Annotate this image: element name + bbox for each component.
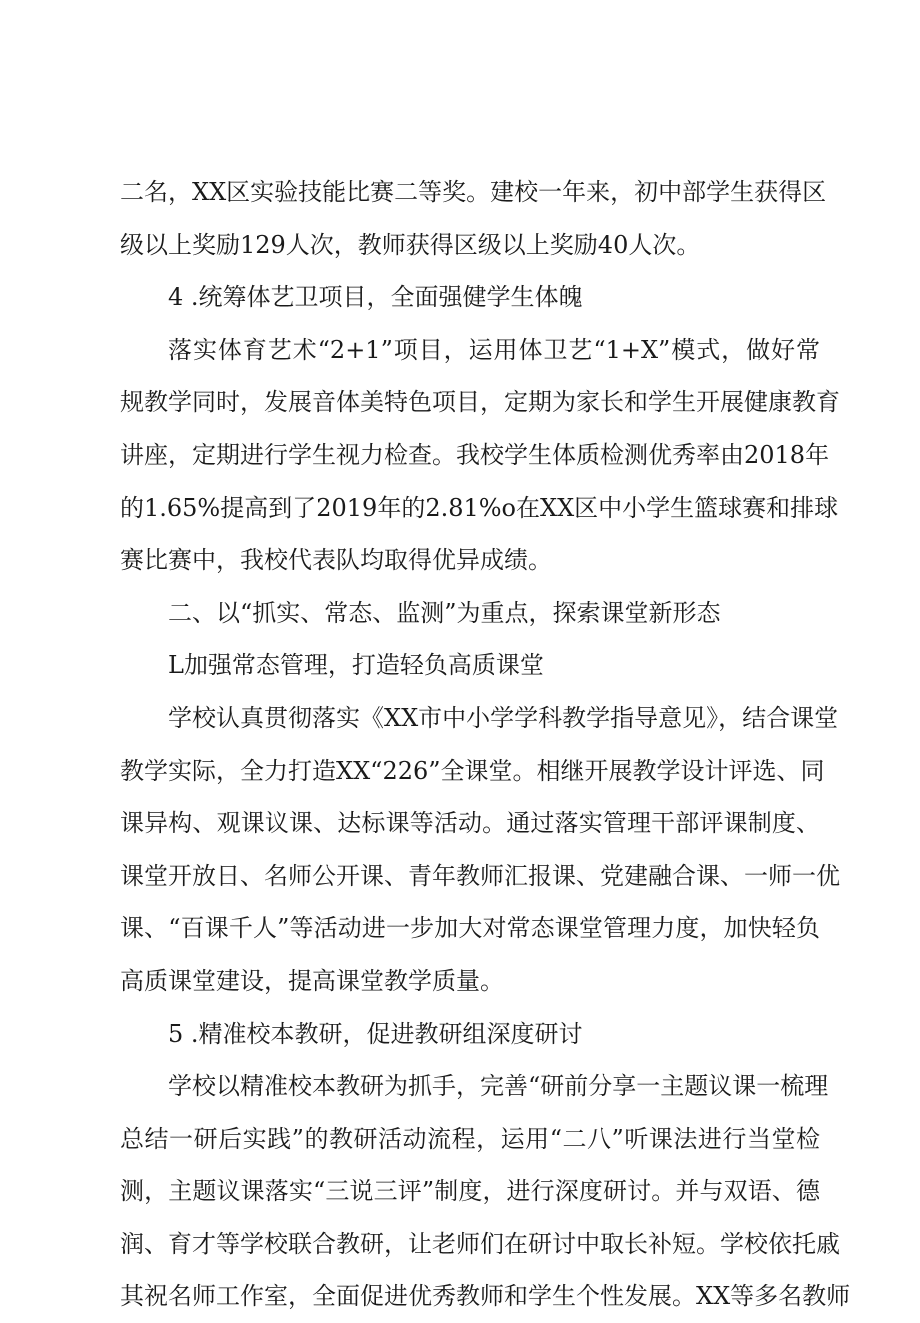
text-line: 学校以精准校本教研为抓手，完善“研前分享一主题议课一梳理: [168, 1072, 829, 1101]
document-body: [120, 166, 851, 1323]
text-line: 的1.65%提高到了2019年的2.81%o在XX区中小学生篮球赛和排球: [120, 493, 839, 522]
section-heading: 5 .精准校本教研，促进教研组深度研讨: [168, 1019, 583, 1048]
text-line: 课、“百课千人”等活动进一步加大对常态课堂管理力度，加快轻负: [120, 914, 820, 943]
text-line: 润、育才等学校联合教研，让老师们在研讨中取长补短。学校依托戚: [120, 1229, 840, 1258]
text-line: 规教学同时，发展音体美特色项目，定期为家长和学生开展健康教育: [120, 388, 840, 417]
section-heading: 二、以“抓实、常态、监测”为重点，探索课堂新形态: [168, 598, 721, 627]
section-heading: L加强常态管理，打造轻负高质课堂: [168, 651, 544, 680]
text-line: 教学实际，全力打造XX“226”全课堂。相继开展教学设计评选、同: [120, 756, 825, 785]
text-line: 讲座，定期进行学生视力检查。我校学生体质检测优秀率由2018年: [120, 440, 830, 469]
text-line: 赛比赛中，我校代表队均取得优异成绩。: [120, 546, 552, 575]
text-line: 级以上奖励129人次，教师获得区级以上奖励40人次。: [120, 230, 701, 259]
text-line: 课异构、观课议课、达标课等活动。通过落实管理干部评课制度、: [120, 809, 820, 838]
text-line: 课堂开放日、名师公开课、青年教师汇报课、党建融合课、一师一优: [120, 861, 840, 890]
text-line: 其祝名师工作室，全面促进优秀教师和学生个性发展。XX等多名教师: [120, 1282, 851, 1311]
text-line: 学校认真贯彻落实《XX市中小学学科教学指导意见》，结合课堂: [168, 703, 839, 732]
text-line: 二名，XX区实验技能比赛二等奖。建校一年来，初中部学生获得区: [120, 178, 827, 206]
text-line: 高质课堂建设，提高课堂教学质量。: [120, 966, 504, 995]
text-line: 测，主题议课落实“三说三评”制度，进行深度研讨。并与双语、德: [120, 1177, 820, 1206]
section-heading: 4 .统筹体艺卫项目，全面强健学生体魄: [168, 283, 583, 312]
text-line: 总结一研后实践”的教研活动流程，运用“二八”听课法进行当堂检: [120, 1124, 820, 1153]
text-line: 落实体育艺术“2+1”项目，运用体卫艺“1+X”模式，做好常: [168, 335, 820, 364]
